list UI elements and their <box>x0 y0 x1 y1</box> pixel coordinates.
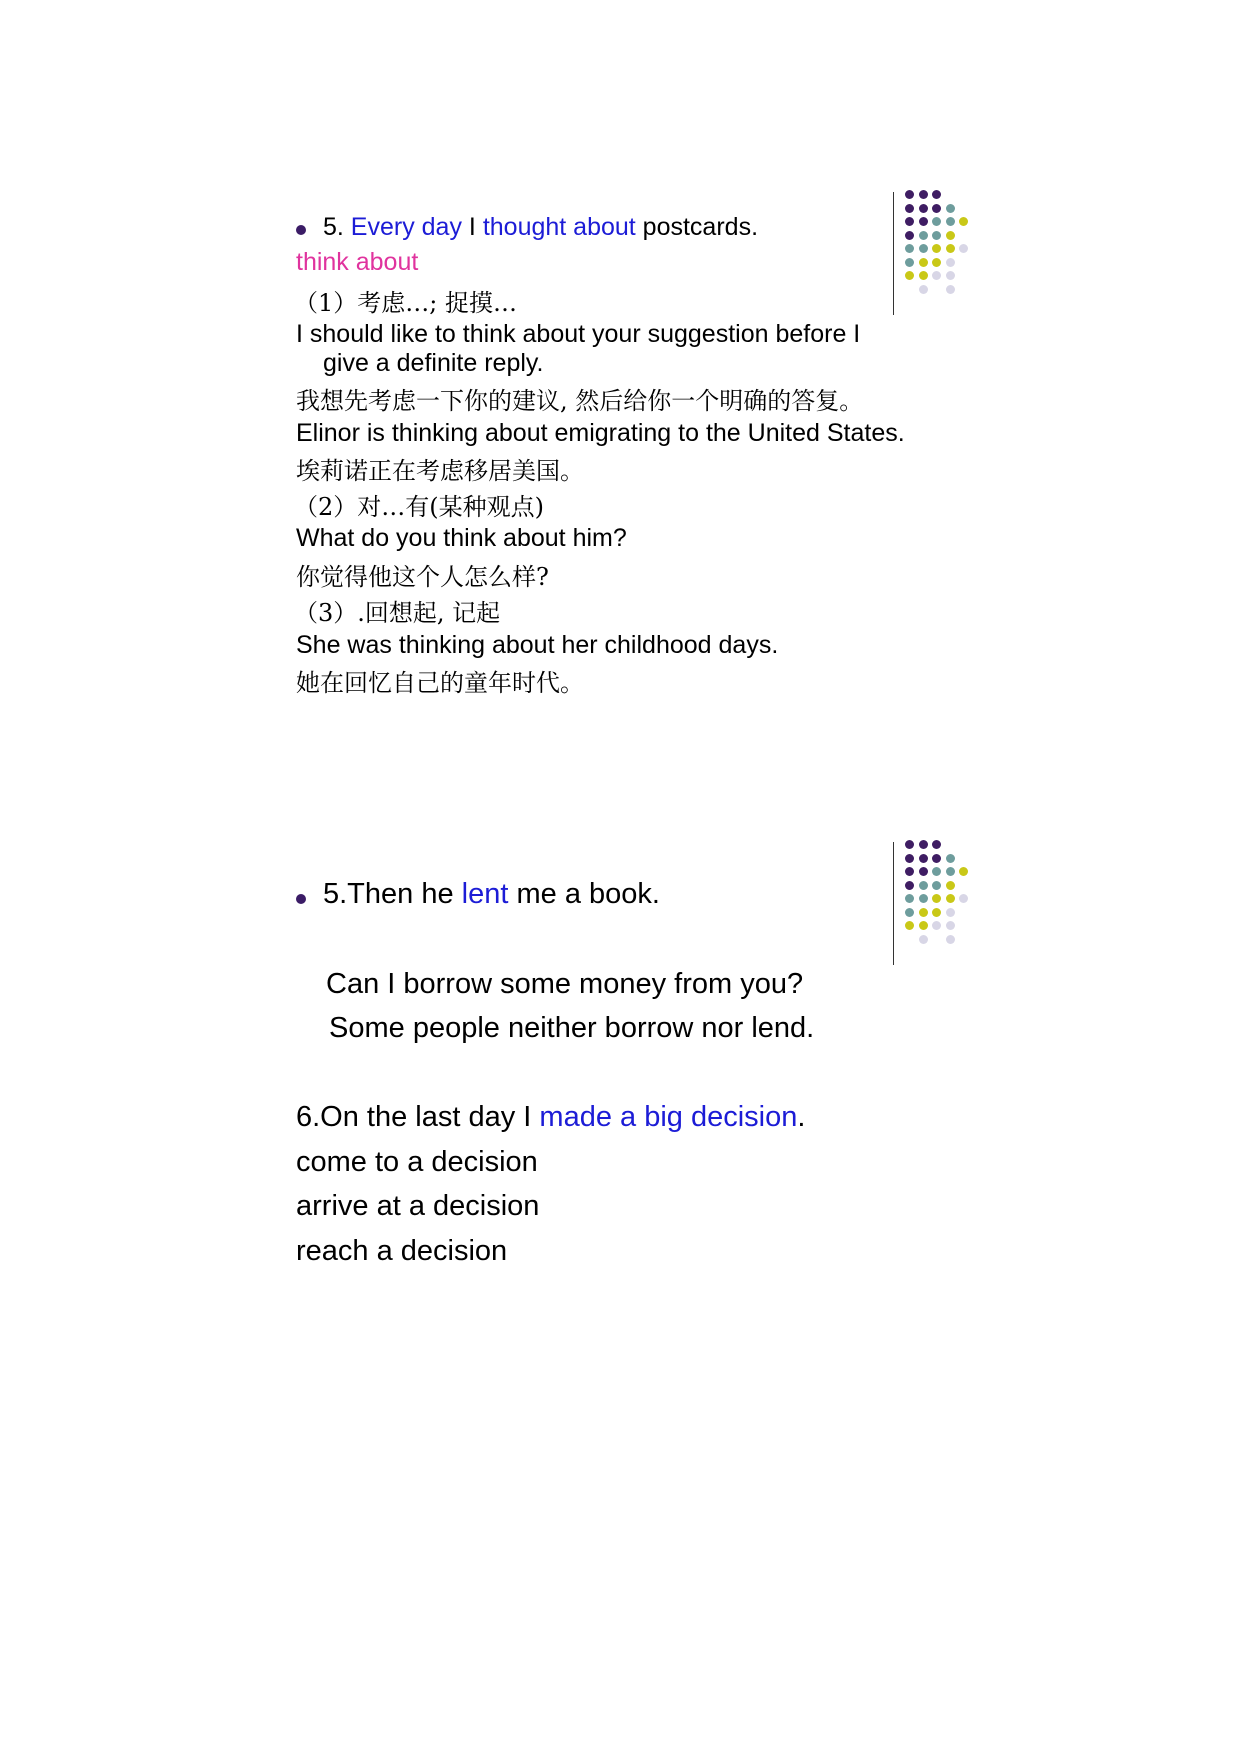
dot-grid-decoration <box>905 840 977 950</box>
decorative-dot <box>932 840 941 849</box>
phrase-reach: reach a decision <box>296 1235 508 1267</box>
heading-sentence <box>323 878 660 911</box>
highlight-every-day: Every day <box>350 213 462 241</box>
decorative-dot <box>905 867 914 876</box>
round-bullet-icon <box>296 894 306 904</box>
phrase-arrive-at: arrive at a decision <box>296 1190 540 1222</box>
decorative-dot <box>905 854 914 863</box>
meaning-1: （1）考虑…; 捉摸… <box>294 289 517 317</box>
decision-period: . <box>797 1101 806 1133</box>
example-en-1a: I should like to think about your suggestion before I <box>296 320 861 348</box>
decorative-dot <box>946 935 955 944</box>
decorative-dot <box>932 867 941 876</box>
heading-number: 5. <box>323 213 351 241</box>
decorative-dot <box>932 894 941 903</box>
decorative-dot <box>932 908 941 917</box>
example-lend: Some people neither borrow nor lend. <box>329 1012 815 1044</box>
decorative-dot <box>919 854 928 863</box>
decorative-dot <box>932 881 941 890</box>
phrase-come-to: come to a decision <box>296 1146 538 1178</box>
decorative-dot <box>946 867 955 876</box>
heading-text-end: me a book. <box>508 878 660 910</box>
decorative-dot <box>905 921 914 930</box>
decorative-dot <box>932 921 941 930</box>
decorative-dot <box>919 908 928 917</box>
decorative-dot <box>932 854 941 863</box>
example-borrow: Can I borrow some money from you? <box>326 968 804 1000</box>
decorative-dot <box>905 840 914 849</box>
decorative-dot <box>905 894 914 903</box>
decision-sentence <box>296 1101 805 1134</box>
heading-text: I <box>461 213 483 241</box>
phrase-think-about: think about <box>296 248 419 276</box>
example-zh-2: 埃莉诺正在考虑移居美国。 <box>296 457 584 485</box>
meaning-2: （2）对…有(某种观点) <box>294 493 544 521</box>
decorative-dot <box>946 854 955 863</box>
example-en-4: She was thinking about her childhood days. <box>296 631 779 659</box>
decorative-dot <box>919 894 928 903</box>
highlight-lent: lent <box>461 878 509 910</box>
decision-text: 6.On the last day I <box>296 1101 540 1133</box>
highlight-thought-about: thought about <box>482 213 636 241</box>
example-en-1b: give a definite reply. <box>323 349 544 377</box>
decorative-dot <box>946 881 955 890</box>
example-zh-3: 你觉得他这个人怎么样? <box>296 563 549 591</box>
example-zh-1: 我想先考虑一下你的建议, 然后给你一个明确的答复。 <box>296 387 864 415</box>
decorative-dot <box>946 921 955 930</box>
decorative-dot <box>905 881 914 890</box>
decorative-dot <box>959 867 968 876</box>
decorative-dot <box>946 908 955 917</box>
decorative-dot <box>919 881 928 890</box>
example-en-2: Elinor is thinking about emigrating to the United States. <box>296 419 905 447</box>
decorative-dot <box>919 840 928 849</box>
decorative-dot <box>946 894 955 903</box>
decorative-dot <box>959 894 968 903</box>
heading-text-end: postcards. <box>635 213 759 241</box>
heading-text: 5.Then he <box>323 878 462 910</box>
decorative-dot <box>905 908 914 917</box>
decorative-dot <box>919 867 928 876</box>
meaning-3: （3）.回想起, 记起 <box>294 599 501 627</box>
example-zh-4: 她在回忆自己的童年时代。 <box>296 669 584 697</box>
example-en-3: What do you think about him? <box>296 524 627 552</box>
divider-line <box>893 842 894 965</box>
decorative-dot <box>919 935 928 944</box>
highlight-made-decision: made a big decision <box>539 1101 798 1133</box>
decorative-dot <box>919 921 928 930</box>
